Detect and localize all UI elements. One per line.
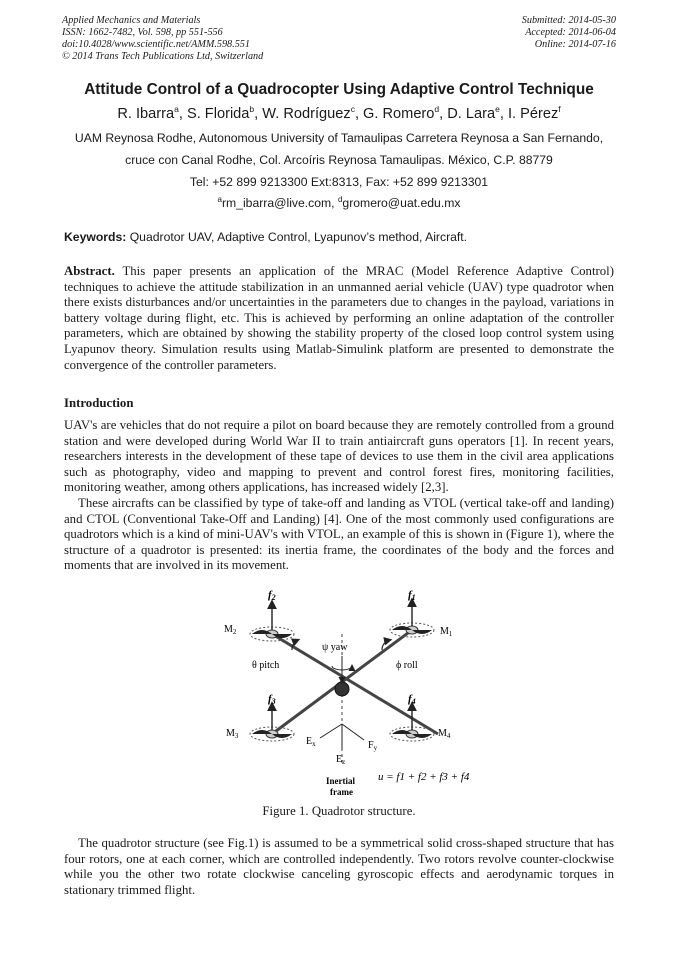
- email-link[interactable]: rm_ibarra@live.com,: [221, 196, 338, 211]
- contact-phone: Tel: +52 899 9213300 Ext:8313, Fax: +52 899 9213301: [189, 175, 489, 189]
- body-paragraph: The quadrotor structure (see Fig.1) is assumed to be a symmetrical solid cross-shaped structure that has four rotors, one at each corner, which are controlled independently. Two rotors revolve counter-clockwise while you the other two rotate clockwise canceling gyroscopic effects and aerodynamic torques in stationary trimmed flight.: [64, 836, 614, 897]
- intro-paragraph-2: These aircrafts can be classified by type of take-off and landing as VTOL (vertical take-off and landing) and CTOL (Conventional Take-Off and Landing) [4]. One of the most commonly used configurations are quadrotors which is a kind of mini-UAV's with VTOL, an example of this is shown in (Figure 1), where the structure of a quadrotor is presented: its inertia frame, the coordinates of the body and the forces and moments that are involved in its movement.: [64, 496, 615, 573]
- intro-paragraph-1: UAV's are vehicles that do not require a pilot on board because they are remotely controlled from a ground station and were developed during World War II to train antiaircraft guns operators [1]. In recent years, researchers interests in the development of these tape of devices to use them in the civil area applications such as photography, video and mapping to prevent and control forest fires, monitoring facilities, monitoring weather, among others applications, has increased widely [2,3].: [64, 418, 614, 495]
- keywords-label: Keywords:: [64, 230, 127, 244]
- yaw-label: ψ yaw: [322, 642, 348, 653]
- figure-caption: Figure 1. Quadrotor structure.: [262, 804, 416, 818]
- force-label-f3: f3: [268, 693, 276, 706]
- affiliation-line-2: cruce con Canal Rodhe, Col. Arcoíris Reynosa Tamaulipas. México, C.P. 88779: [125, 153, 553, 167]
- issn: ISSN: 1662-7482, Vol. 598, pp 551-556: [62, 27, 223, 38]
- author: D. Lara$^e$,: [447, 104, 508, 122]
- inertial-frame-label: Inertial: [326, 776, 355, 786]
- submitted-date: Submitted: 2014-05-30: [521, 15, 616, 26]
- author: R. Ibarra$^a$,: [117, 104, 187, 122]
- online-date: Online: 2014-07-16: [534, 39, 616, 50]
- motor-label-m2: $M_2$: [224, 624, 237, 636]
- force-label-f1: f1: [408, 589, 416, 602]
- author: I. Pérez$^f$: [507, 104, 561, 122]
- motor-label-m1: $M_1$: [440, 626, 453, 638]
- axis-label-fy: $F_y$: [368, 740, 378, 752]
- abstract-text: This paper presents an application of the MRAC (Model Reference Adaptive Control) techniques to achieve the attitude stabilization in an unmanned aerial vehicle (UAV) type quadrotor when there exists disturbances and/or uncertainties in the parameters due to changes in the payload, variations in battery voltage during flight, etc. This is achieved by performing an online adaptation of the controller parameters, which are obtained by showing the stability property of the closed loop control system using Lyapunov theory. Simulation results using Matlab-Simulink platform are presented to demonstrate the convergence of the controller parameters.: [64, 264, 614, 372]
- rotor-m2: [250, 602, 294, 641]
- paper-title: Attitude Control of a Quadrocopter Using Adaptive Control Technique: [84, 81, 594, 98]
- doi: doi:10.4028/www.scientific.net/AMM.598.551: [62, 39, 250, 50]
- dates-info: [522, 15, 616, 51]
- abstract-label: Abstract.: [64, 264, 115, 278]
- inertial-frame-label-2: frame: [330, 787, 353, 797]
- keywords-text: Quadrotor UAV, Adaptive Control, Lyapunov’s method, Aircraft.: [126, 230, 468, 244]
- contact-emails: $^a$rm_ibarra@live.com, $^d$gromero@uat.edu.mx: [217, 195, 461, 211]
- author: W. Rodríguez$^c$,: [262, 104, 364, 122]
- quadrotor-arms: [272, 630, 438, 734]
- author-list: [40, 104, 638, 122]
- copyright: © 2014 Trans Tech Publications Ltd, Switzerland: [62, 51, 264, 62]
- pitch-label: θ pitch: [252, 660, 280, 671]
- rotor-m1: [390, 600, 434, 637]
- force-label-f2: f2: [268, 589, 276, 602]
- email-link[interactable]: gromero@uat.edu.mx: [342, 196, 461, 211]
- section-heading-introduction: Introduction: [64, 396, 134, 410]
- affiliation-line-1: UAM Reynosa Rodhe, Autonomous University of Tamaulipas Carretera Reynosa a San Fernando,: [74, 131, 604, 145]
- abstract: [64, 264, 614, 373]
- axis-label-ez: $E_z$: [336, 754, 346, 766]
- accepted-date: Accepted: 2014-06-04: [525, 27, 616, 38]
- keywords: [64, 230, 467, 244]
- motor-label-m3: $M_3$: [226, 728, 239, 740]
- force-label-f4: f4: [408, 693, 416, 706]
- motor-label-m4: $M_4$: [438, 728, 451, 740]
- thrust-equation: u = f1 + f2 + f3 + f4: [378, 771, 470, 783]
- journal-name: Applied Mechanics and Materials: [62, 15, 201, 26]
- author: G. Romero$^d$,: [363, 104, 448, 122]
- quadrotor-figure: [222, 588, 492, 800]
- author: S. Florida$^b$,: [186, 104, 263, 122]
- roll-label: ϕ roll: [396, 660, 418, 671]
- axis-label-ex: $E_x$: [306, 736, 316, 748]
- inertial-frame-axes: [320, 724, 364, 750]
- center-hub: [335, 682, 349, 696]
- journal-info: [62, 15, 263, 63]
